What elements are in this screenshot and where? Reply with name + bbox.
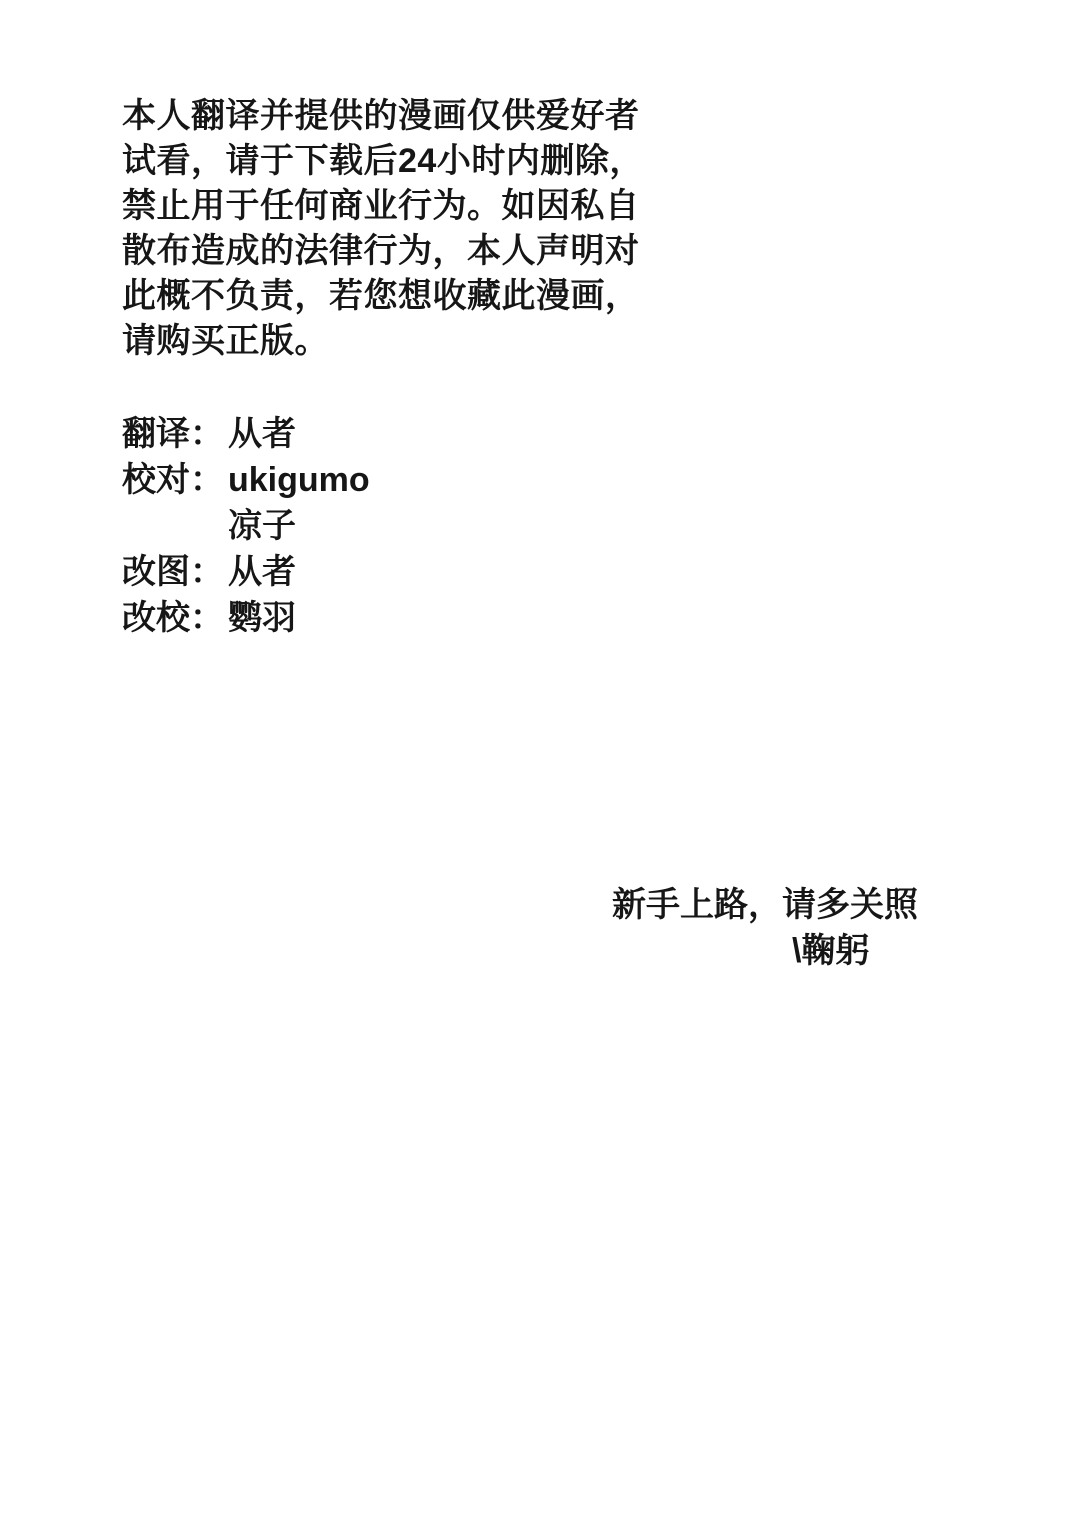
disclaimer-line: 此概不负责，若您想收藏此漫画， (122, 277, 640, 315)
credit-row-translator (122, 411, 370, 457)
disclaimer-line: 本人翻译并提供的漫画仅供爱好者 (122, 97, 640, 135)
signoff-bow: \鞠躬 (792, 932, 870, 970)
credit-row-proofreader-2 (122, 503, 370, 549)
credit-person-name: 鹦羽 (228, 599, 296, 637)
signoff-greeting: 新手上路，请多关照 (612, 886, 918, 924)
credit-role-label: 改图： (122, 553, 224, 591)
credit-person-name: 从者 (228, 415, 296, 453)
disclaimer-line: 请购买正版。 (122, 322, 329, 360)
disclaimer-line: 禁止用于任何商业行为。如因私自 (122, 187, 640, 225)
credit-role-label: 翻译： (122, 415, 224, 453)
credits-list (122, 411, 370, 641)
credit-person-name: 从者 (228, 553, 296, 591)
credit-row-redrawer (122, 549, 370, 595)
credit-role-label: 改校： (122, 599, 224, 637)
credit-person-name: ukigumo (228, 461, 370, 499)
credit-row-proofreader (122, 457, 370, 503)
credit-role-label: 校对： (122, 461, 224, 499)
disclaimer-paragraph (122, 94, 644, 364)
disclaimer-line: 散布造成的法律行为，本人声明对 (122, 232, 640, 270)
signoff-note (612, 882, 918, 974)
credit-person-name: 凉子 (228, 507, 296, 545)
disclaimer-line: 试看，请于下载后24小时内删除， (122, 142, 644, 180)
credit-role-label (122, 503, 228, 549)
credit-row-recheck (122, 595, 370, 641)
